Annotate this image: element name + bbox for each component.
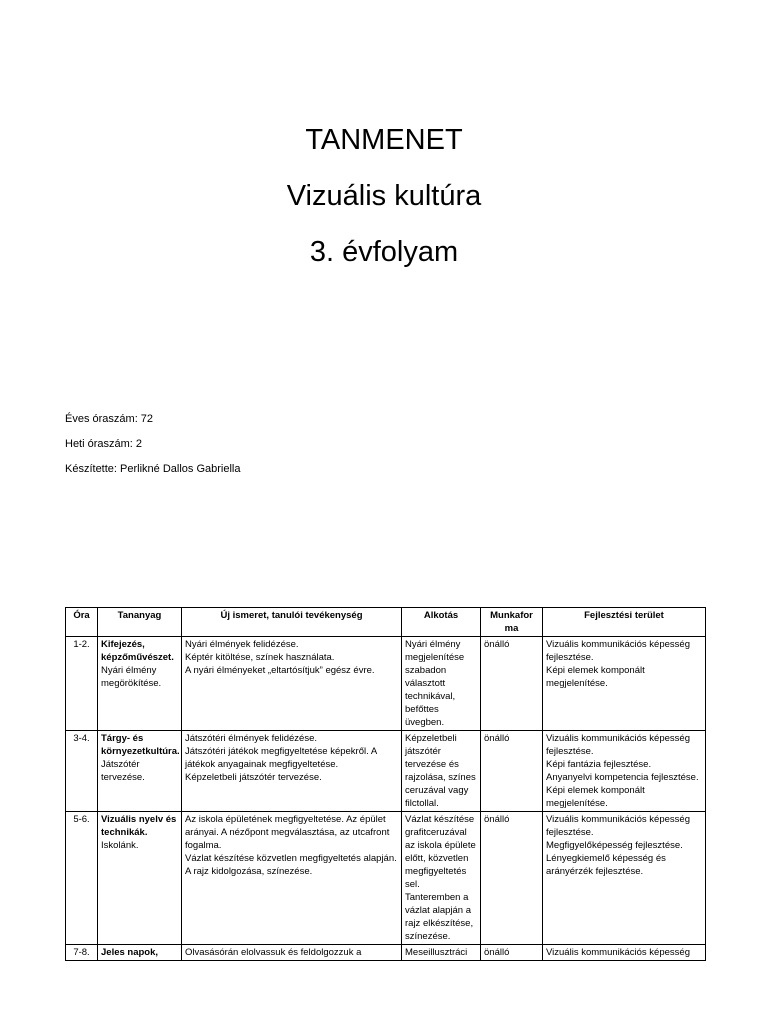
cell-ora (66, 812, 98, 945)
lesson-number: 1-2. (73, 639, 90, 650)
header-ismeret: Új ismeret, tanulói tevékenység (182, 608, 402, 637)
cell-alkotas (402, 812, 481, 945)
cell-ora (66, 731, 98, 812)
cell-alkotas (402, 731, 481, 812)
cell-ismeret (182, 637, 402, 731)
header-alkotas: Alkotás (402, 608, 481, 637)
artwork-text: Meseillusztráci (405, 947, 468, 958)
development-line: Vizuális kommunikációs képesség (546, 947, 690, 958)
topic-title: Tárgy- és környezetkultúra. (101, 733, 180, 757)
development-line: Megfigyelőképesség fejlesztése. (546, 840, 683, 851)
activity-line: Olvasásórán elolvassuk és feldolgozzuk a (185, 947, 362, 958)
development-line: Vizuális kommunikációs képesség fejlesztése. (546, 733, 690, 757)
cell-fejlesztes (543, 637, 706, 731)
document-title: TANMENET (305, 124, 463, 156)
cell-ismeret (182, 731, 402, 812)
cell-munkaforma (481, 637, 543, 731)
lesson-number: 5-6. (73, 814, 90, 825)
cell-tananyag (98, 812, 182, 945)
subject-title: Vizuális kultúra (286, 180, 482, 212)
artwork-text: Vázlat készítése grafitceruzával az iskola épülete előtt, közvetlen megfigyeltetés sel. Tanteremben a vázlat alapján a rajz elkészítése, színezése. (405, 814, 476, 942)
header-tananyag: Tananyag (98, 608, 182, 637)
cell-fejlesztes (543, 731, 706, 812)
cell-fejlesztes (543, 945, 706, 961)
cell-tananyag (98, 945, 182, 961)
meta-info (65, 412, 240, 487)
topic-subtitle: Játszótér tervezése. (101, 759, 145, 783)
work-form: önálló (484, 639, 510, 650)
activity-line: Játszótéri élmények felidézése. (185, 733, 318, 744)
activity-line: Képzeletbeli játszótér tervezése. (185, 772, 322, 783)
activity-line: A rajz kidolgozása, színezése. (185, 866, 313, 877)
cell-munkaforma (481, 945, 543, 961)
development-line: Lényegkiemelő képesség és arányérzék fejlesztése. (546, 853, 666, 877)
lesson-plan-table (65, 607, 706, 961)
table-row (66, 945, 706, 961)
artwork-text: Nyári élmény megjelenítése szabadon választott technikával, befőttes üvegben. (405, 639, 465, 728)
cell-munkaforma (481, 731, 543, 812)
lesson-number: 3-4. (73, 733, 90, 744)
cell-alkotas (402, 637, 481, 731)
cell-ora (66, 637, 98, 731)
development-line: Vizuális kommunikációs képesség fejlesztése. (546, 639, 690, 663)
cell-ora (66, 945, 98, 961)
header-ora: Óra (66, 608, 98, 637)
development-line: Anyanyelvi kompetencia fejlesztése. (546, 772, 699, 783)
weekly-hours: Heti óraszám: 2 (65, 438, 143, 450)
lesson-number: 7-8. (73, 947, 90, 958)
topic-subtitle: Nyári élmény megörökítése. (101, 665, 162, 689)
table-row (66, 637, 706, 731)
activity-line: Vázlat készítése közvetlen megfigyeltetés alapján. (185, 853, 397, 864)
development-line: Képi elemek komponált megjelenítése. (546, 785, 645, 809)
author: Készítette: Perlikné Dallos Gabriella (65, 463, 241, 475)
cell-tananyag (98, 731, 182, 812)
header-munkaforma: Munkafor ma (481, 608, 543, 637)
activity-line: Az iskola épületének megfigyeltetése. Az épület arányai. A nézőpont megválasztása, az utcafront fogalma. (185, 814, 390, 851)
development-line: Képi fantázia fejlesztése. (546, 759, 652, 770)
development-line: Képi elemek komponált megjelenítése. (546, 665, 645, 689)
cell-fejlesztes (543, 812, 706, 945)
work-form: önálló (484, 814, 510, 825)
grade-title: 3. évfolyam (309, 236, 459, 268)
topic-title: Kifejezés, képzőművészet. (101, 639, 174, 663)
annual-hours: Éves óraszám: 72 (65, 413, 154, 425)
topic-subtitle: Iskolánk. (101, 840, 139, 851)
work-form: önálló (484, 947, 510, 958)
development-line: Vizuális kommunikációs képesség fejlesztése. (546, 814, 690, 838)
cell-ismeret (182, 945, 402, 961)
table-row (66, 731, 706, 812)
header-fejlesztes: Fejlesztési terület (543, 608, 706, 637)
cell-tananyag (98, 637, 182, 731)
activity-line: Képtér kitöltése, színek használata. (185, 652, 335, 663)
artwork-text: Képzeletbeli játszótér tervezése és rajzolása, színes ceruzával vagy filctollal. (405, 733, 476, 809)
topic-title: Jeles napok, (101, 947, 159, 958)
activity-line: A nyári élményeket „eltartósítjuk” egész évre. (185, 665, 375, 676)
title-block (0, 112, 768, 280)
work-form: önálló (484, 733, 510, 744)
topic-title: Vizuális nyelv és technikák. (101, 814, 177, 838)
cell-munkaforma (481, 812, 543, 945)
activity-line: Nyári élmények felidézése. (185, 639, 299, 650)
cell-alkotas (402, 945, 481, 961)
activity-line: Játszótéri játékok megfigyeltetése képekről. A játékok anyagainak megfigyeltetése. (185, 746, 377, 770)
table-header-row (66, 608, 706, 637)
table-row (66, 812, 706, 945)
cell-ismeret (182, 812, 402, 945)
